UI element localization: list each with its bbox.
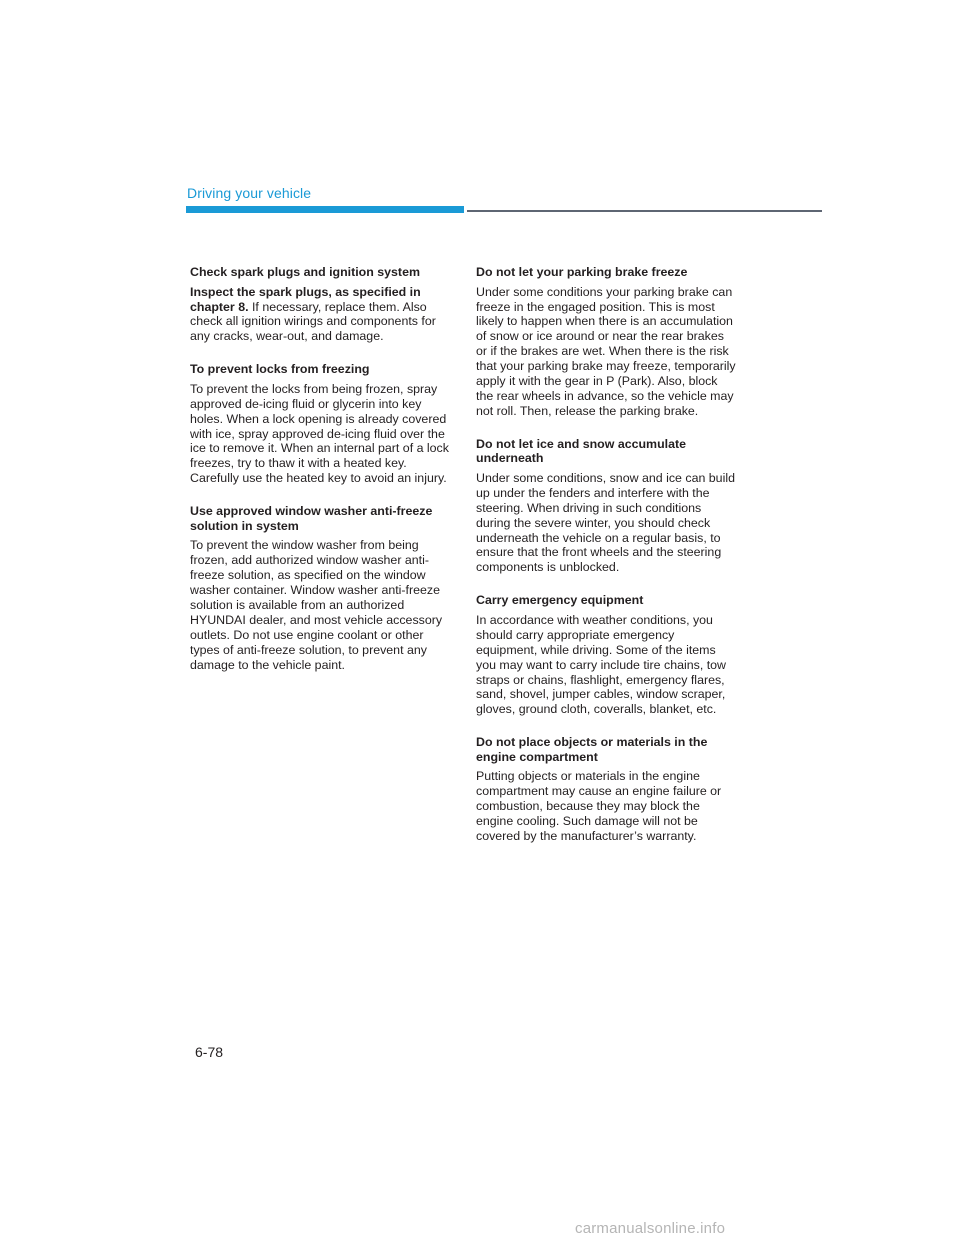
left-column [190, 265, 452, 691]
section-body: Under some conditions your parking brake can freeze in the engaged position. This is most likely to happen when there is an accumulation of snow or ice around or near the rear brakes or if the brakes are wet. When there is the risk that your parking brake may freeze, temporarily apply it with the gear in P (Park). Also, block the rear wheels in advance, so the vehicle may not roll. Then, release the parking brake. [476, 284, 736, 418]
section-washer-antifreeze [190, 504, 452, 672]
section-heading: Do not let your parking brake freeze [476, 265, 688, 279]
section-body: Putting objects or materials in the engine compartment may cause an engine failure or combustion, because they may block the engine cooling. Such damage will not be covered by the manufacturer’s warranty. [476, 769, 722, 844]
section-spark-plugs [190, 265, 452, 344]
header-accent-bar [186, 206, 464, 213]
section-heading: Do not place objects or materials in the engine compartment [476, 735, 708, 764]
section-engine-compartment [476, 735, 738, 844]
section-body: Under some conditions, snow and ice can build up under the fenders and interfere with the steering. When driving in such conditions during the severe winter, you should check underneath the vehicle on a regular basis, to ensure that the front wheels and the steering components is unblocked. [476, 470, 735, 575]
section-body: To prevent the locks from being frozen, spray approved de-icing fluid or glycerin into key holes. When a lock opening is already covered with ice, spray approved de-icing fluid over the ice to remove it. When an internal part of a lock freezes, try to thaw it with a heated key. Carefully use the heated key to avoid an injury. [190, 381, 449, 486]
section-heading: Check spark plugs and ignition system [190, 265, 420, 279]
body-text: If necessary, replace them. Also check all ignition wirings and components for any cracks, wear-out, and damage. [190, 299, 436, 344]
page-number: 6-78 [195, 1044, 224, 1060]
section-heading: Use approved window washer anti-freeze solution in system [190, 504, 433, 533]
section-parking-brake [476, 265, 738, 419]
watermark: carmanualsonline.info [575, 1220, 726, 1237]
section-heading: Do not let ice and snow accumulate underneath [476, 436, 686, 466]
header-rule [467, 210, 822, 212]
section-title: Driving your vehicle [187, 185, 312, 201]
body-emphasis: Inspect the spark plugs, as specified in chapter 8. [190, 284, 421, 314]
section-heading: Carry emergency equipment [476, 593, 644, 608]
section-locks-freezing [190, 362, 452, 486]
section-emergency-equipment [476, 593, 738, 717]
right-column [476, 265, 738, 862]
section-body [190, 285, 452, 345]
section-body: In accordance with weather conditions, you should carry appropriate emergency equipment, while driving. Some of the items you may want to carry include tire chains, tow straps or chains, flashlight, emergency flares, sand, shovel, jumper cables, window scraper, gloves, ground cloth, coveralls, blanket, etc. [476, 612, 726, 717]
section-heading: To prevent locks from freezing [190, 362, 370, 377]
section-body: To prevent the window washer from being frozen, add authorized window washer anti-freeze solution, as specified on the window washer container. Window washer anti-freeze solution is available from an authorized HYUNDAI dealer, and most vehicle accessory outlets. Do not use engine coolant or other types of anti-freeze solution, to prevent any damage to the vehicle paint. [190, 538, 443, 672]
section-ice-snow [476, 437, 738, 576]
